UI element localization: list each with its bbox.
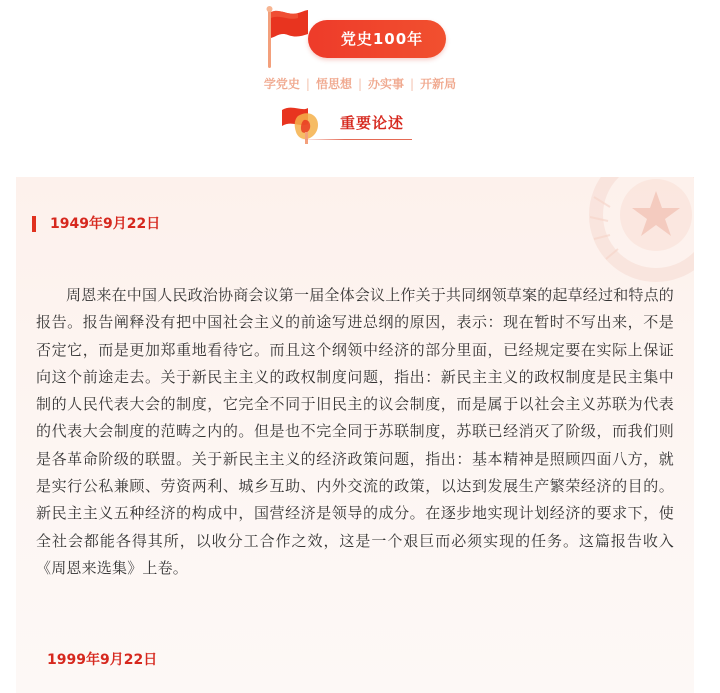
slogan-item: 办实事: [368, 77, 405, 91]
section-divider: [300, 139, 412, 140]
section-title: 重要论述: [340, 114, 405, 132]
entry-date: [38, 214, 160, 234]
slogan-nav: [0, 75, 720, 92]
slogan-item: 学党史: [263, 77, 300, 91]
entry-body: 周恩来在中国人民政治协商会议第一届全体会议上作关于共同纲领草案的起草经过和特点的报告。报告阐释没有把中国社会主义的前途写进总纲的原因，表示：现在暂时不写出来，不是否定它，而是更加郑重地看待它。而且这个纲领中经济的部分里面，已经规定要在实际上保证向这个前途走去。关于新民主主义的政权制度问题，指出：新民主主义的政权制度是民主集中制的人民代表大会的制度，它完全不同于旧民主的议会制度，而是属于以社会主义苏联为代表的代表大会制度的范畴之内的。但是也不完全同于苏联制度，苏联已经消灭了阶级，而我们则是各革命阶级的联盟。关于新民主主义的经济政策问题，指出：基本精神是照顾四面八方，就是实行公私兼顾、劳资两利、城乡互助、内外交流的政策，以达到发展生产繁荣经济的目的。新民主主义五种经济的构成中，国营经济是领导的成分。在逐步地实现计划经济的要求下，使全社会都能各得其所，以收分工合作之效，这是一个艰巨而必须实现的任务。这篇报告收入《周恩来选集》上卷。: [36, 286, 675, 577]
entry-date-text: 1949年9月22日: [50, 216, 161, 232]
entry-date: 1999年9月22日: [47, 652, 158, 668]
party-history-badge[interactable]: [308, 20, 446, 58]
slogan-item: 开新局: [420, 77, 457, 91]
red-flag-icon: [262, 4, 312, 70]
divider: |: [305, 77, 310, 91]
party-history-badge-label: 党史100年: [340, 30, 424, 48]
divider: |: [357, 77, 363, 91]
divider: |: [410, 77, 415, 91]
slogan-item: 悟思想: [315, 77, 352, 91]
date-marker: [32, 216, 36, 232]
